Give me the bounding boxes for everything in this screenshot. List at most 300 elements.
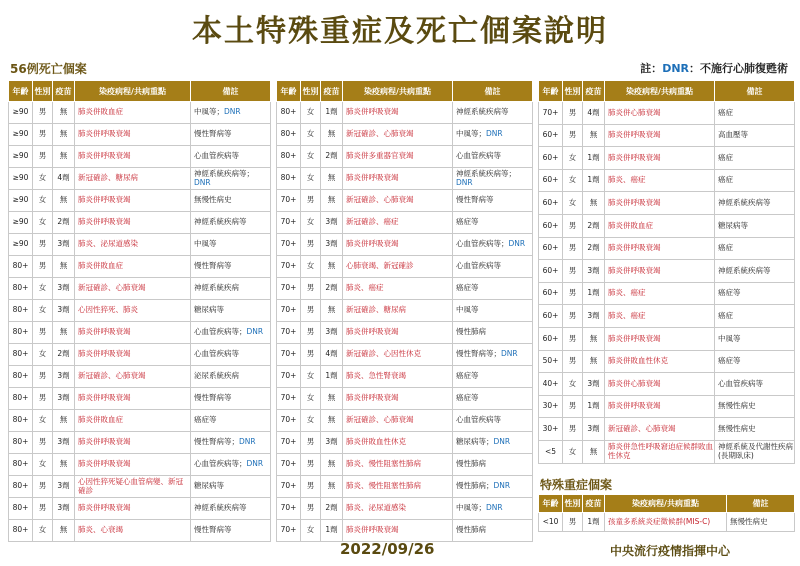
vaccine-cell: 2劑 [321,146,343,168]
age-cell: 70+ [277,388,301,410]
table-row [539,237,795,260]
course-cell: 新冠確診、心肺衰竭 [605,418,715,441]
age-cell: 80+ [9,322,33,344]
vaccine-cell: 無 [321,256,343,278]
remark-cell: 神經系統疾病等；DNR [453,168,533,190]
sex-cell: 男 [301,476,321,498]
sex-cell: 女 [301,388,321,410]
course-cell: 肺炎、心衰竭 [75,520,191,542]
table-row [539,440,795,463]
sex-cell: 男 [301,300,321,322]
age-cell: 40+ [539,373,563,396]
table-row [277,322,533,344]
dnr-tag: DNR [246,459,264,469]
age-cell: 70+ [277,344,301,366]
remark-cell: 慢性肺病 [453,454,533,476]
course-cell: 肺炎併呼吸衰竭 [75,124,191,146]
table-row [277,124,533,146]
age-cell: 70+ [277,454,301,476]
age-cell: 60+ [539,124,563,147]
sex-cell: 女 [33,278,53,300]
course-cell: 肺炎併呼吸衰竭 [343,322,453,344]
vaccine-cell: 3劑 [321,234,343,256]
course-cell: 新冠確診、心肺衰竭 [343,410,453,432]
dnr-tag: DNR [246,327,264,337]
sex-cell: 男 [33,146,53,168]
column-header: 染疫病程/共病重點 [75,81,191,102]
table-row [539,513,795,532]
course-cell: 肺炎、慢性阻塞性肺病 [343,454,453,476]
course-cell: 肺炎併敗血症 [605,214,715,237]
remark-cell: 心血管疾病等 [715,373,795,396]
course-cell: 肺炎併敗血症 [75,256,191,278]
course-cell: 肺炎併呼吸衰竭 [343,102,453,124]
course-cell: 肺炎併呼吸衰竭 [605,147,715,170]
age-cell: ≥90 [9,190,33,212]
death-cases-subtitle: 56例死亡個案 [10,62,87,76]
age-cell: 70+ [277,190,301,212]
sex-cell: 男 [33,256,53,278]
sex-cell: 男 [563,237,583,260]
remark-cell: 神經系統疾病等 [453,102,533,124]
sex-cell: 男 [33,388,53,410]
course-cell: 肺炎、急性腎衰竭 [343,366,453,388]
remark-cell: 癌症等 [453,388,533,410]
sex-cell: 男 [563,327,583,350]
sex-cell: 男 [563,395,583,418]
dnr-tag: DNR [486,129,503,139]
age-cell: 70+ [539,102,563,125]
remark-cell: 慢性腎病等 [191,124,271,146]
course-cell: 肺炎併呼吸衰竭 [605,327,715,350]
vaccine-cell: 1劑 [583,147,605,170]
table-row [277,278,533,300]
vaccine-cell: 1劑 [583,282,605,305]
age-cell: <5 [539,440,563,463]
sex-cell: 女 [301,102,321,124]
table-row [277,212,533,234]
remark-cell: 癌症等 [715,282,795,305]
sex-cell: 女 [563,147,583,170]
course-cell: 肺炎、癌症 [343,278,453,300]
sex-cell: 男 [301,234,321,256]
age-cell: 80+ [277,124,301,146]
course-cell: 肺炎併呼吸衰竭 [343,520,453,542]
remark-cell: 高血壓等 [715,124,795,147]
course-cell: 肺炎併呼吸衰竭 [75,344,191,366]
table-row [539,169,795,192]
vaccine-cell: 無 [321,190,343,212]
vaccine-cell: 4劑 [321,344,343,366]
column-header: 性別 [301,81,321,102]
course-cell: 肺炎併呼吸衰竭 [75,432,191,454]
table-row [9,300,271,322]
sex-cell: 女 [301,366,321,388]
sex-cell: 男 [563,124,583,147]
remark-cell: 癌症 [715,169,795,192]
vaccine-cell: 1劑 [583,513,605,532]
course-cell: 肺炎併急性呼吸窘迫症候群敗血性休克 [605,440,715,463]
remark-cell: 中風等；DNR [453,124,533,146]
table-row [539,373,795,396]
remark-cell: 慢性腎病等；DNR [453,344,533,366]
remark-cell: 無慢性病史 [715,395,795,418]
age-cell: 80+ [9,476,33,498]
age-cell: 70+ [277,278,301,300]
remark-cell: 糖尿病等 [191,476,271,498]
severe-table [538,494,795,532]
table-row [539,282,795,305]
column-header: 疫苗 [321,81,343,102]
table-row [539,102,795,125]
vaccine-cell: 3劑 [53,432,75,454]
remark-cell: 癌症等 [453,366,533,388]
dnr-tag: DNR [194,177,211,187]
sex-cell: 女 [563,169,583,192]
column-header: 備註 [453,81,533,102]
course-cell: 肺炎併呼吸衰竭 [75,212,191,234]
vaccine-cell: 無 [321,124,343,146]
table-row [9,432,271,454]
age-cell: 80+ [277,146,301,168]
remark-cell: 糖尿病等 [715,214,795,237]
remark-cell: 中風等 [453,300,533,322]
table-row [277,520,533,542]
header-row [539,495,795,513]
vaccine-cell: 1劑 [321,102,343,124]
age-cell: 60+ [539,147,563,170]
age-cell: ≥90 [9,212,33,234]
course-cell: 新冠確診、癌症 [343,212,453,234]
age-cell: 60+ [539,214,563,237]
sex-cell: 男 [563,418,583,441]
remark-cell: 癌症等 [191,410,271,432]
course-cell: 肺炎、癌症 [605,282,715,305]
age-cell: 60+ [539,327,563,350]
table-row [9,278,271,300]
sex-cell: 女 [33,190,53,212]
sex-cell: 男 [301,498,321,520]
age-cell: 80+ [9,344,33,366]
sex-cell: 男 [33,322,53,344]
sex-cell: 女 [301,410,321,432]
table-row [277,388,533,410]
age-cell: 70+ [277,212,301,234]
course-cell: 肺炎併心肺衰竭 [605,102,715,125]
column-header: 疫苗 [583,81,605,102]
vaccine-cell: 無 [321,388,343,410]
remark-cell: 慢性腎病等 [191,388,271,410]
course-cell: 肺炎併呼吸衰竭 [605,395,715,418]
table-row [9,498,271,520]
remark-cell: 心血管疾病等；DNR [191,322,271,344]
remark-cell: 慢性肺病 [453,322,533,344]
vaccine-cell: 3劑 [53,498,75,520]
column-header: 性別 [563,495,583,513]
course-cell: 新冠確診、糖尿病 [343,300,453,322]
course-cell: 肺炎併敗血性休克 [343,432,453,454]
table-row [9,190,271,212]
remark-cell: 無慢性病史 [715,418,795,441]
column-header: 年齡 [539,495,563,513]
vaccine-cell: 無 [53,454,75,476]
sex-cell: 男 [33,476,53,498]
table-row [9,476,271,498]
table-row [277,168,533,190]
sex-cell: 女 [301,146,321,168]
vaccine-cell: 無 [53,190,75,212]
sex-cell: 男 [563,102,583,125]
course-cell: 肺炎併呼吸衰竭 [605,260,715,283]
age-cell: 60+ [539,169,563,192]
vaccine-cell: 3劑 [321,212,343,234]
vaccine-cell: 3劑 [583,418,605,441]
vaccine-cell: 1劑 [321,366,343,388]
age-cell: 80+ [277,102,301,124]
issuing-organization: 中央流行疫情指揮中心 [610,544,731,558]
course-cell: 孩童多系統炎症徵候群(MIS-C) [605,513,727,532]
sex-cell: 男 [33,432,53,454]
column-header: 疫苗 [53,81,75,102]
table-row [539,418,795,441]
remark-cell: 神經系統疾病等 [191,212,271,234]
sex-cell: 女 [33,410,53,432]
dnr-tag: DNR [501,349,518,359]
course-cell: 肺炎併呼吸衰竭 [75,146,191,168]
course-cell: 肺炎併呼吸衰竭 [605,192,715,215]
age-cell: 60+ [539,237,563,260]
course-cell: 心肺衰竭、新冠確診 [343,256,453,278]
vaccine-cell: 無 [53,102,75,124]
age-cell: 80+ [277,168,301,190]
course-cell: 肺炎併呼吸衰竭 [75,190,191,212]
remark-cell: 糖尿病等 [191,300,271,322]
sex-cell: 男 [301,344,321,366]
header-row [539,81,795,102]
age-cell: 60+ [539,282,563,305]
age-cell: 50+ [539,350,563,373]
sex-cell: 男 [563,214,583,237]
sex-cell: 女 [33,344,53,366]
vaccine-cell: 1劑 [583,169,605,192]
table-row [539,350,795,373]
table-row [9,344,271,366]
course-cell: 肺炎併心肺衰竭 [605,373,715,396]
vaccine-cell: 2劑 [53,212,75,234]
sex-cell: 女 [33,454,53,476]
remark-cell: 心血管疾病等；DNR [453,234,533,256]
age-cell: 80+ [9,278,33,300]
course-cell: 肺炎併呼吸衰竭 [75,454,191,476]
sex-cell: 男 [563,260,583,283]
course-cell: 肺炎併敗血性休克 [605,350,715,373]
remark-cell: 慢性腎病等 [191,520,271,542]
vaccine-cell: 無 [583,192,605,215]
table-row [277,454,533,476]
vaccine-cell: 3劑 [321,432,343,454]
dnr-tag: DNR [486,503,503,513]
vaccine-cell: 3劑 [583,260,605,283]
table-row [539,327,795,350]
remark-cell: 心血管疾病等 [191,344,271,366]
age-cell: 80+ [9,256,33,278]
course-cell: 肺炎併呼吸衰竭 [75,322,191,344]
vaccine-cell: 無 [53,410,75,432]
sex-cell: 女 [301,520,321,542]
remark-cell: 慢性腎病等；DNR [191,432,271,454]
remark-cell: 心血管疾病等 [453,256,533,278]
vaccine-cell: 3劑 [53,366,75,388]
remark-cell: 癌症 [715,147,795,170]
vaccine-cell: 無 [321,300,343,322]
age-cell: 80+ [9,454,33,476]
death-table-1 [8,80,271,542]
remark-cell: 心血管疾病等 [191,146,271,168]
table-row [539,260,795,283]
vaccine-cell: 1劑 [583,395,605,418]
column-header: 染疫病程/共病重點 [343,81,453,102]
course-cell: 肺炎併呼吸衰竭 [605,237,715,260]
table-row [9,234,271,256]
course-cell: 肺炎併呼吸衰竭 [605,124,715,147]
course-cell: 肺炎併呼吸衰竭 [75,498,191,520]
vaccine-cell: 4劑 [583,102,605,125]
note-dnr: DNR [662,62,689,75]
age-cell: 30+ [539,418,563,441]
remark-cell: 中風等 [715,327,795,350]
vaccine-cell: 無 [321,454,343,476]
remark-cell: 泌尿系統疾病 [191,366,271,388]
vaccine-cell: 無 [53,520,75,542]
remark-cell: 癌症 [715,102,795,125]
course-cell: 新冠確診、心因性休克 [343,344,453,366]
table-row [277,256,533,278]
sex-cell: 男 [301,322,321,344]
table-row [9,454,271,476]
remark-cell: 糖尿病等；DNR [453,432,533,454]
age-cell: 30+ [539,395,563,418]
table-row [277,410,533,432]
vaccine-cell: 3劑 [53,300,75,322]
table-row [539,192,795,215]
header-row [277,81,533,102]
remark-cell: 慢性腎病等 [191,256,271,278]
column-header: 年齡 [539,81,563,102]
column-header: 年齡 [9,81,33,102]
course-cell: 肺炎併呼吸衰竭 [343,388,453,410]
sex-cell: 男 [33,366,53,388]
age-cell: 60+ [539,192,563,215]
course-cell: 肺炎、泌尿道感染 [75,234,191,256]
course-cell: 肺炎併敗血症 [75,102,191,124]
table-row [9,212,271,234]
course-cell: 新冠確診、心肺衰竭 [75,278,191,300]
table-row [277,234,533,256]
dnr-tag: DNR [493,481,511,491]
age-cell: ≥90 [9,168,33,190]
age-cell: 70+ [277,498,301,520]
sex-cell: 女 [563,440,583,463]
dnr-tag: DNR [456,177,473,187]
course-cell: 肺炎併呼吸衰竭 [343,234,453,256]
column-header: 備註 [727,495,795,513]
sex-cell: 男 [301,278,321,300]
vaccine-cell: 3劑 [53,234,75,256]
sex-cell: 男 [563,350,583,373]
age-cell: 80+ [9,498,33,520]
dnr-tag: DNR [508,239,526,249]
remark-cell: 神經系統及代謝性疾病(長期臥床) [715,440,795,463]
severe-cases-subtitle: 特殊重症個案 [540,478,613,492]
remark-cell: 癌症等 [453,212,533,234]
course-cell: 肺炎併呼吸衰竭 [75,388,191,410]
vaccine-cell: 3劑 [53,388,75,410]
course-cell: 心因性猝死疑心血管病變、新冠確診 [75,476,191,498]
table-row [539,214,795,237]
column-header: 疫苗 [583,495,605,513]
course-cell: 肺炎、泌尿道感染 [343,498,453,520]
column-header: 性別 [33,81,53,102]
sex-cell: 女 [33,168,53,190]
course-cell: 肺炎、癌症 [605,305,715,328]
table-row [9,146,271,168]
sex-cell: 女 [33,300,53,322]
remark-cell: 神經系統疾病 [191,278,271,300]
age-cell: 60+ [539,305,563,328]
page-title: 本土特殊重症及死亡個案說明 [192,14,608,49]
death-table-3 [538,80,795,464]
dnr-tag: DNR [493,437,511,447]
vaccine-cell: 無 [321,476,343,498]
table-row [277,102,533,124]
table-row [539,147,795,170]
course-cell: 肺炎、癌症 [605,169,715,192]
course-cell: 新冠確診、心肺衰竭 [343,190,453,212]
vaccine-cell: 無 [583,350,605,373]
sex-cell: 女 [563,373,583,396]
sex-cell: 男 [563,282,583,305]
note-text: ：不施行心肺復甦術 [689,62,788,75]
column-header: 染疫病程/共病重點 [605,495,727,513]
sex-cell: 男 [301,190,321,212]
remark-cell: 癌症 [715,305,795,328]
vaccine-cell: 3劑 [583,373,605,396]
remark-cell: 神經系統疾病等 [715,192,795,215]
sex-cell: 女 [33,212,53,234]
remark-cell: 神經系統疾病等；DNR [191,168,271,190]
age-cell: ≥90 [9,124,33,146]
table-row [277,344,533,366]
sex-cell: 女 [301,212,321,234]
remark-cell: 心血管疾病等 [453,146,533,168]
column-header: 年齡 [277,81,301,102]
sex-cell: 女 [563,192,583,215]
course-cell: 心因性猝死、肺炎 [75,300,191,322]
age-cell: 70+ [277,300,301,322]
remark-cell: 中風等；DNR [453,498,533,520]
remark-cell: 中風等 [191,234,271,256]
age-cell: 60+ [539,260,563,283]
vaccine-cell: 3劑 [321,322,343,344]
table-row [277,366,533,388]
vaccine-cell: 無 [53,146,75,168]
vaccine-cell: 2劑 [321,278,343,300]
age-cell: 70+ [277,410,301,432]
course-cell: 肺炎併多重器官衰竭 [343,146,453,168]
vaccine-cell: 無 [583,124,605,147]
vaccine-cell: 3劑 [53,476,75,498]
remark-cell: 神經系統疾病等 [191,498,271,520]
